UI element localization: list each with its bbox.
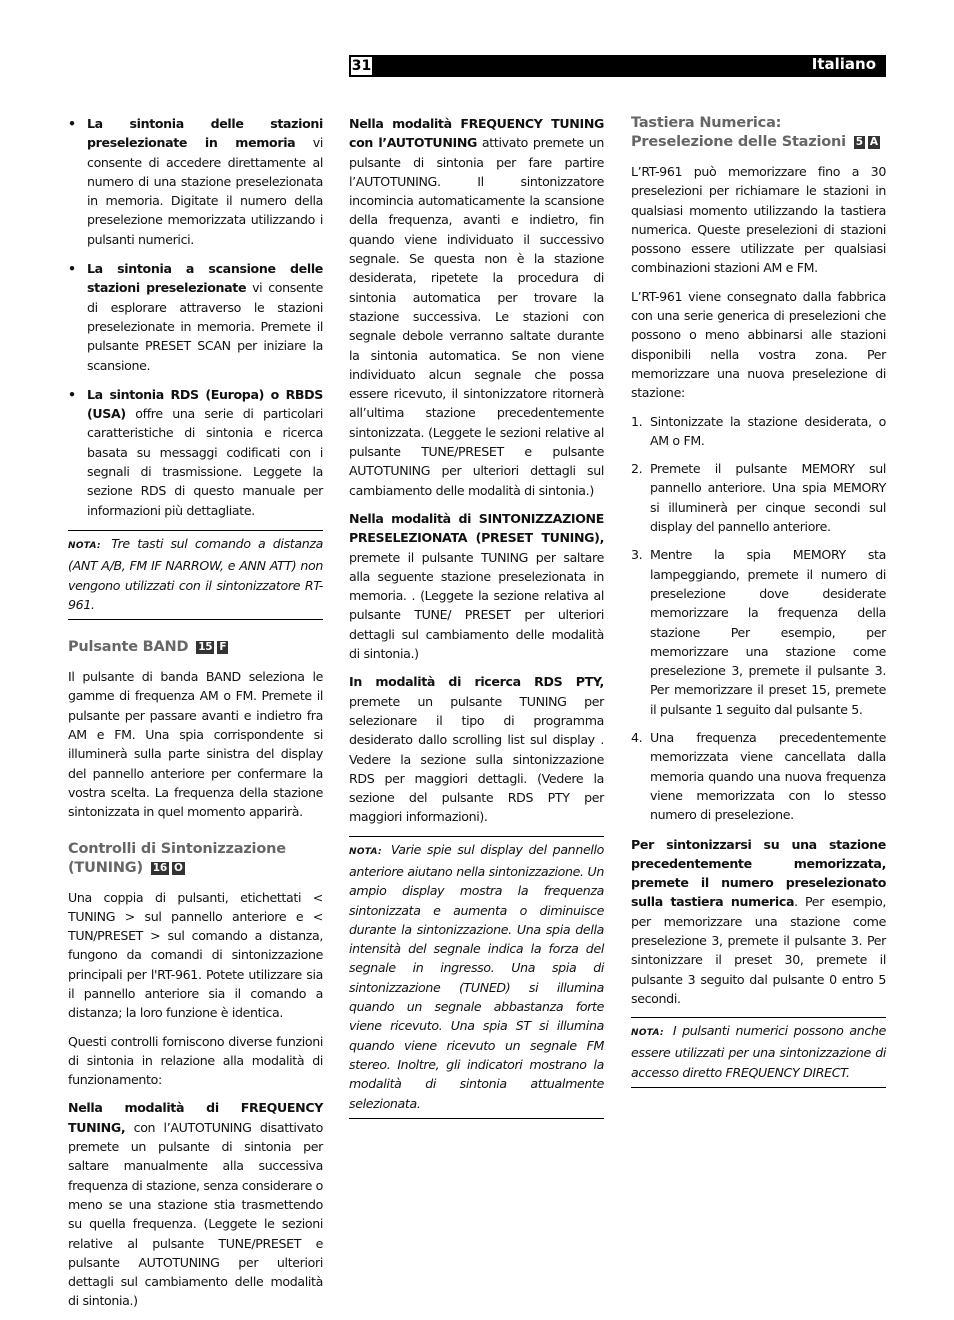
- preset-steps-list: [631, 412, 886, 825]
- note-label: NOTA:: [349, 846, 382, 857]
- list-item: • La sintonia RDS (Europa) o RBDS (USA) offre una serie di particolari caratteristiche di sintonia e ricerca basata su messaggi codificati con i segnali di trasmissione. Leggete la sezione RDS di questo manuale per informazioni più dettagliate.: [68, 385, 323, 520]
- paragraph: Una coppia di pulsanti, etichettati < TUNING > sul pannello anteriore e < TUN/PRESET > sul comando a distanza, fungono da comandi di sintonizzazione principali per l'RT-961. Potete utilizzare sia il pannello anteriore sia il comando a distanza; la loro funzione è identica.: [68, 889, 323, 1021]
- paragraph: Nella modalità di FREQUENCY TUNING, con l’AUTOTUNING disattivato premete un pulsante di sintonia per saltare manualmente alla successiva frequenza di stazione, senza considerare o meno se una stazione stia trasmettendo su quella frequenza. (Leggete le sezioni relative al pulsante TUNE/PRESET e pulsante AUTOTUNING per ulteriori dettagli sul cambiamento delle modalità di sintonia.): [68, 1100, 323, 1309]
- note-label: NOTA:: [68, 540, 101, 551]
- language-label: Italiano: [811, 55, 876, 73]
- list-item: 2. Premete il pulsante MEMORY sul pannello anteriore. Una spia MEMORY si illuminerà per cinque secondi sul display del pannello anteriore.: [631, 461, 886, 535]
- paragraph: L’RT-961 può memorizzare fino a 30 preselezioni per richiamare le stazioni in qualsiasi momento utilizzando la tastiera numerica. Queste preselezioni di stazioni possono essere utilizzate per qualsiasi combinazioni stazioni AM e FM.: [631, 164, 886, 276]
- note-text: I pulsanti numerici possono anche essere utilizzati per una sintonizzazione di accesso diretto FREQUENCY DIRECT.: [631, 1023, 886, 1080]
- column-left: [68, 114, 323, 1320]
- paragraph: L’RT-961 viene consegnato dalla fabbrica con una serie generica di preselezioni che possono o meno abbinarsi alle stazioni disponibili nella vostra zona. Per memorizzare una nuova preselezione di stazione:: [631, 288, 886, 401]
- page-number: 31: [349, 55, 374, 77]
- paragraph: Nella modalità FREQUENCY TUNING con l’AUTOTUNING attivato premete un pulsante di sintonia per fare partire l’AUTOTUNING. Il sintonizzatore incomincia automaticamente la scansione della frequenza, avanti e indietro, fin quando viene individuato il successivo segnale. Se questa non è la stazione desiderata, ripetete la procedura di sintonia automatica per trovare la stazione successiva. Le stazioni con segnale debole verranno saltate durante la sintonia automatica. Se non viene individuato alcun segnale che possa essere ricevuto, il sintonizzatore ritornerà all’ultima stazione precedentemente sintonizzata. (Leggete le sezioni relative al pulsante TUNE/PRESET e pulsante AUTOTUNING per ulteriori dettagli sul cambiamento delle modalità di sintonia.): [349, 116, 604, 498]
- section-heading-tuning: Controlli di Sintonizzazione (TUNING) 16 O: [68, 840, 286, 876]
- tuning-modes-list: [68, 114, 323, 520]
- page-header-bar: [349, 55, 886, 77]
- section-heading-keypad: Tastiera Numerica: Preselezione delle Stazioni 5 A: [631, 115, 878, 150]
- reference-tag: 16: [152, 861, 167, 874]
- paragraph: Il pulsante di banda BAND seleziona le gamme di frequenza AM o FM. Premete il pulsante per passare avanti e indietro fra AM e FM. Una spia corrispondente si illuminerà sulla parte sinistra del display del pannello anteriore per confermare la vostra scelta. La frequenza della stazione sintonizzata in quel momento apparirà.: [68, 669, 323, 820]
- paragraph: In modalità di ricerca RDS PTY, premete un pulsante TUNING per selezionare il tipo di programma desiderato dallo scrolling list sul display . Vedere la sezione sulla sintonizzazione RDS per maggiori dettagli. (Vedere la sezione del pulsante RDS PTY per maggiori informazioni).: [349, 674, 604, 825]
- note-text: Tre tasti sul comando a distanza (ANT A/B, FM IF NARROW, e ANN ATT) non vengono utilizzati con il sintonizzatore RT-961.: [68, 535, 323, 612]
- list-item: 3. Mentre la spia MEMORY sta lampeggiando, premete il numero di preselezione dove desiderate memorizzare la frequenza della stazione Per esempio, per memorizzare una stazione come preselezione 3, premete il pulsante 3. Per memorizzare il preset 15, premete il pulsante 1 seguito dal pulsante 5.: [631, 547, 886, 717]
- reference-tag: 5: [855, 136, 863, 148]
- note-label: NOTA:: [631, 1028, 664, 1039]
- paragraph: Questi controlli forniscono diverse funzioni di sintonia in relazione alla modalità di funzionamento:: [68, 1033, 323, 1088]
- section-heading-band: Pulsante BAND 15 F: [68, 639, 227, 656]
- list-item: 1. Sintonizzate la stazione desiderata, o AM o FM.: [631, 413, 886, 448]
- reference-tag: A: [869, 136, 878, 148]
- reference-tag: 15: [198, 641, 213, 654]
- list-item: 4. Una frequenza precedentemente memorizzata viene cancellata dalla memoria quando una nuova frequenza viene memorizzata con lo stesso numero di preselezione.: [631, 730, 886, 823]
- reference-tag: O: [173, 861, 183, 874]
- column-middle: [349, 114, 604, 1133]
- note-box: [349, 836, 604, 1119]
- list-item: • La sintonia delle stazioni preselezionate in memoria vi consente di accedere direttamente al numero di una stazione preselezionata in memoria. Digitate il numero della preselezione memorizzata utilizzando i pulsanti numerici.: [68, 114, 323, 249]
- paragraph: Per sintonizzarsi su una stazione precedentemente memorizzata, premete il numero preselezionato sulla tastiera numerica. Per esempio, per memorizzare una stazione come preselezione 3, premete il pulsante 3. Per sintonizzare il preset 30, premete il pulsante 3 seguito dal pulsante 0 entro 5 secondi.: [631, 836, 886, 1006]
- note-text: Varie spie sul display del pannello anteriore aiutano nella sintonizzazione. Un ampio display mostra la frequenza sintonizzata e aumenta o diminuisce durante la sintonizzazione. Una spia della intensità del segnale indica la forza del segnale in ingresso. Una spia di sintonizzazione (TUNED) si illumina quando un segnale abbastanza forte viene ricevuto. Una spia ST si illumina quando viene ricevuto un segnale FM stereo. Inoltre, gli indicatori mostrano la modalità di sintonia attualmente selezionata.: [349, 841, 604, 1111]
- list-item: • La sintonia a scansione delle stazioni preselezionate vi consente di esplorare attraverso le stazioni preselezionate in memoria. Premete il pulsante PRESET SCAN per iniziare la scansione.: [68, 259, 323, 375]
- column-right: [631, 114, 886, 1102]
- note-box: [68, 530, 323, 620]
- note-box: [631, 1017, 886, 1088]
- reference-tag: F: [219, 641, 227, 654]
- paragraph: Nella modalità di SINTONIZZAZIONE PRESELEZIONATA (PRESET TUNING), premete il pulsante TUNING per saltare alla seguente stazione preselezionata in memoria. . (Leggete la sezione relativa al pulsante TUNE/ PRESET per ulteriori dettagli sul cambiamento delle modalità di sintonia.): [349, 510, 604, 662]
